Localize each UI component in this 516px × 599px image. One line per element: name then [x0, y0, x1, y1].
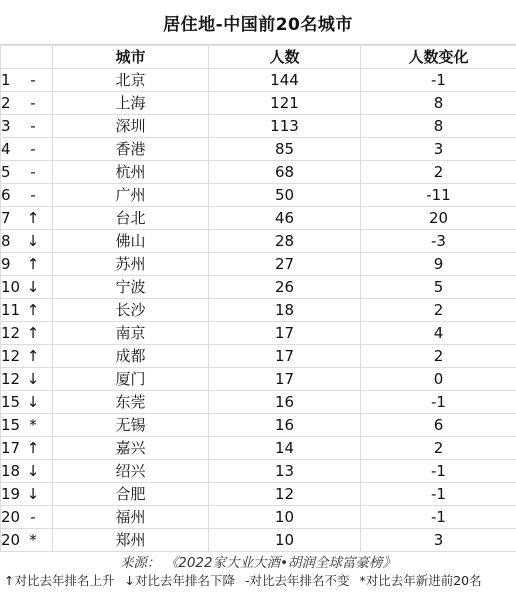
rank-number: 17: [1, 439, 21, 457]
trend-icon: *: [29, 416, 37, 434]
rank-number: 19: [1, 485, 21, 503]
rank-number: 3: [1, 117, 11, 135]
header-change: 人数变化: [361, 46, 516, 69]
population-cell: 17: [209, 345, 361, 368]
trend-icon: ↑: [26, 255, 40, 273]
table-row: [1, 483, 516, 506]
trend-icon: ↑: [26, 347, 40, 365]
rank-number: 6: [1, 186, 11, 204]
city-cell: 杭州: [53, 161, 209, 184]
table-row: [1, 414, 516, 437]
rank-cell: [1, 207, 53, 230]
city-cell: 香港: [53, 138, 209, 161]
rank-cell: [1, 299, 53, 322]
city-cell: 南京: [53, 322, 209, 345]
change-cell: 3: [361, 138, 516, 161]
city-cell: 成都: [53, 345, 209, 368]
population-cell: 28: [209, 230, 361, 253]
legend-same: -对比去年排名不变: [244, 573, 350, 588]
table-row: [1, 161, 516, 184]
legend-up: ↑对比去年排名上升: [4, 573, 115, 588]
rank-cell: [1, 253, 53, 276]
population-cell: 27: [209, 253, 361, 276]
rank-number: 7: [1, 209, 11, 227]
rank-cell: [1, 69, 53, 92]
header-rank: [1, 46, 53, 69]
city-cell: 深圳: [53, 115, 209, 138]
trend-icon: -: [30, 117, 36, 135]
rank-cell: [1, 276, 53, 299]
population-cell: 17: [209, 322, 361, 345]
city-cell: 佛山: [53, 230, 209, 253]
table-row: [1, 391, 516, 414]
trend-icon: *: [29, 531, 37, 549]
population-cell: 85: [209, 138, 361, 161]
rank-number: 15: [1, 416, 21, 434]
rank-number: 8: [1, 232, 11, 250]
trend-icon: -: [30, 94, 36, 112]
population-cell: 10: [209, 506, 361, 529]
rank-cell: [1, 368, 53, 391]
rank-number: 18: [1, 462, 21, 480]
rank-number: 20: [1, 531, 21, 549]
header-population: 人数: [209, 46, 361, 69]
trend-icon: ↓: [26, 462, 40, 480]
trend-icon: ↓: [26, 278, 40, 296]
population-cell: 16: [209, 414, 361, 437]
population-cell: 26: [209, 276, 361, 299]
table-row: [1, 345, 516, 368]
trend-icon: ↑: [26, 324, 40, 342]
trend-icon: -: [30, 186, 36, 204]
change-cell: -1: [361, 460, 516, 483]
rank-number: 5: [1, 163, 11, 181]
city-cell: 长沙: [53, 299, 209, 322]
rank-cell: [1, 184, 53, 207]
population-cell: 12: [209, 483, 361, 506]
trend-icon: ↓: [26, 370, 40, 388]
rank-number: 1: [1, 71, 11, 89]
rank-cell: [1, 161, 53, 184]
population-cell: 13: [209, 460, 361, 483]
table-row: [1, 253, 516, 276]
table-row: [1, 230, 516, 253]
rank-cell: [1, 460, 53, 483]
trend-icon: -: [30, 163, 36, 181]
table-row: [1, 529, 516, 552]
trend-icon: -: [30, 71, 36, 89]
table-row: [1, 276, 516, 299]
change-cell: 4: [361, 322, 516, 345]
city-cell: 上海: [53, 92, 209, 115]
population-cell: 10: [209, 529, 361, 552]
population-cell: 17: [209, 368, 361, 391]
trend-icon: ↑: [26, 301, 40, 319]
city-cell: 台北: [53, 207, 209, 230]
population-cell: 113: [209, 115, 361, 138]
city-cell: 嘉兴: [53, 437, 209, 460]
table-row: [1, 92, 516, 115]
change-cell: -1: [361, 483, 516, 506]
change-cell: 2: [361, 161, 516, 184]
city-cell: 宁波: [53, 276, 209, 299]
rank-number: 20: [1, 508, 21, 526]
change-cell: 2: [361, 437, 516, 460]
change-cell: 8: [361, 115, 516, 138]
rank-cell: [1, 322, 53, 345]
rank-cell: [1, 414, 53, 437]
rank-number: 10: [1, 278, 21, 296]
population-cell: 144: [209, 69, 361, 92]
change-cell: 3: [361, 529, 516, 552]
trend-icon: -: [30, 140, 36, 158]
population-cell: 50: [209, 184, 361, 207]
trend-icon: -: [30, 508, 36, 526]
population-cell: 18: [209, 299, 361, 322]
table-row: [1, 184, 516, 207]
table-row: [1, 322, 516, 345]
city-cell: 北京: [53, 69, 209, 92]
rank-number: 12: [1, 324, 21, 342]
rank-cell: [1, 345, 53, 368]
trend-icon: ↓: [26, 393, 40, 411]
rank-cell: [1, 529, 53, 552]
city-cell: 无锡: [53, 414, 209, 437]
city-cell: 合肥: [53, 483, 209, 506]
change-cell: 5: [361, 276, 516, 299]
rank-number: 12: [1, 370, 21, 388]
header-city: 城市: [53, 46, 209, 69]
legend: [4, 573, 512, 597]
population-cell: 14: [209, 437, 361, 460]
table-row: [1, 299, 516, 322]
change-cell: -11: [361, 184, 516, 207]
table-row: [1, 138, 516, 161]
city-cell: 苏州: [53, 253, 209, 276]
legend-new: *对比去年新进前20名: [359, 573, 482, 588]
change-cell: -1: [361, 506, 516, 529]
population-cell: 121: [209, 92, 361, 115]
rank-cell: [1, 483, 53, 506]
rank-cell: [1, 391, 53, 414]
table-row: [1, 506, 516, 529]
rank-number: 4: [1, 140, 11, 158]
table-row: [1, 368, 516, 391]
change-cell: -3: [361, 230, 516, 253]
change-cell: 9: [361, 253, 516, 276]
rank-number: 12: [1, 347, 21, 365]
city-cell: 郑州: [53, 529, 209, 552]
change-cell: 6: [361, 414, 516, 437]
page-title: 居住地-中国前20名城市: [0, 0, 516, 45]
legend-down: ↓对比去年排名下降: [124, 573, 235, 588]
table-row: [1, 207, 516, 230]
rank-cell: [1, 230, 53, 253]
change-cell: 0: [361, 368, 516, 391]
change-cell: 2: [361, 345, 516, 368]
city-ranking-table: [0, 45, 516, 552]
table-header-row: [1, 46, 516, 69]
rank-cell: [1, 92, 53, 115]
city-cell: 广州: [53, 184, 209, 207]
rank-number: 11: [1, 301, 21, 319]
rank-cell: [1, 138, 53, 161]
rank-number: 9: [1, 255, 11, 273]
city-cell: 东莞: [53, 391, 209, 414]
trend-icon: ↑: [26, 209, 40, 227]
rank-cell: [1, 115, 53, 138]
table-row: [1, 115, 516, 138]
rank-number: 15: [1, 393, 21, 411]
table-row: [1, 69, 516, 92]
city-cell: 厦门: [53, 368, 209, 391]
change-cell: 20: [361, 207, 516, 230]
change-cell: 2: [361, 299, 516, 322]
trend-icon: ↓: [26, 485, 40, 503]
trend-icon: ↑: [26, 439, 40, 457]
city-cell: 福州: [53, 506, 209, 529]
trend-icon: ↓: [26, 232, 40, 250]
table-row: [1, 437, 516, 460]
rank-cell: [1, 437, 53, 460]
change-cell: -1: [361, 391, 516, 414]
rank-number: 2: [1, 94, 11, 112]
table-row: [1, 460, 516, 483]
rank-cell: [1, 506, 53, 529]
population-cell: 46: [209, 207, 361, 230]
source-note: 来源： 《2022家大业大酒•胡润全球富豪榜》: [119, 555, 397, 571]
change-cell: 8: [361, 92, 516, 115]
population-cell: 16: [209, 391, 361, 414]
city-cell: 绍兴: [53, 460, 209, 483]
change-cell: -1: [361, 69, 516, 92]
population-cell: 68: [209, 161, 361, 184]
